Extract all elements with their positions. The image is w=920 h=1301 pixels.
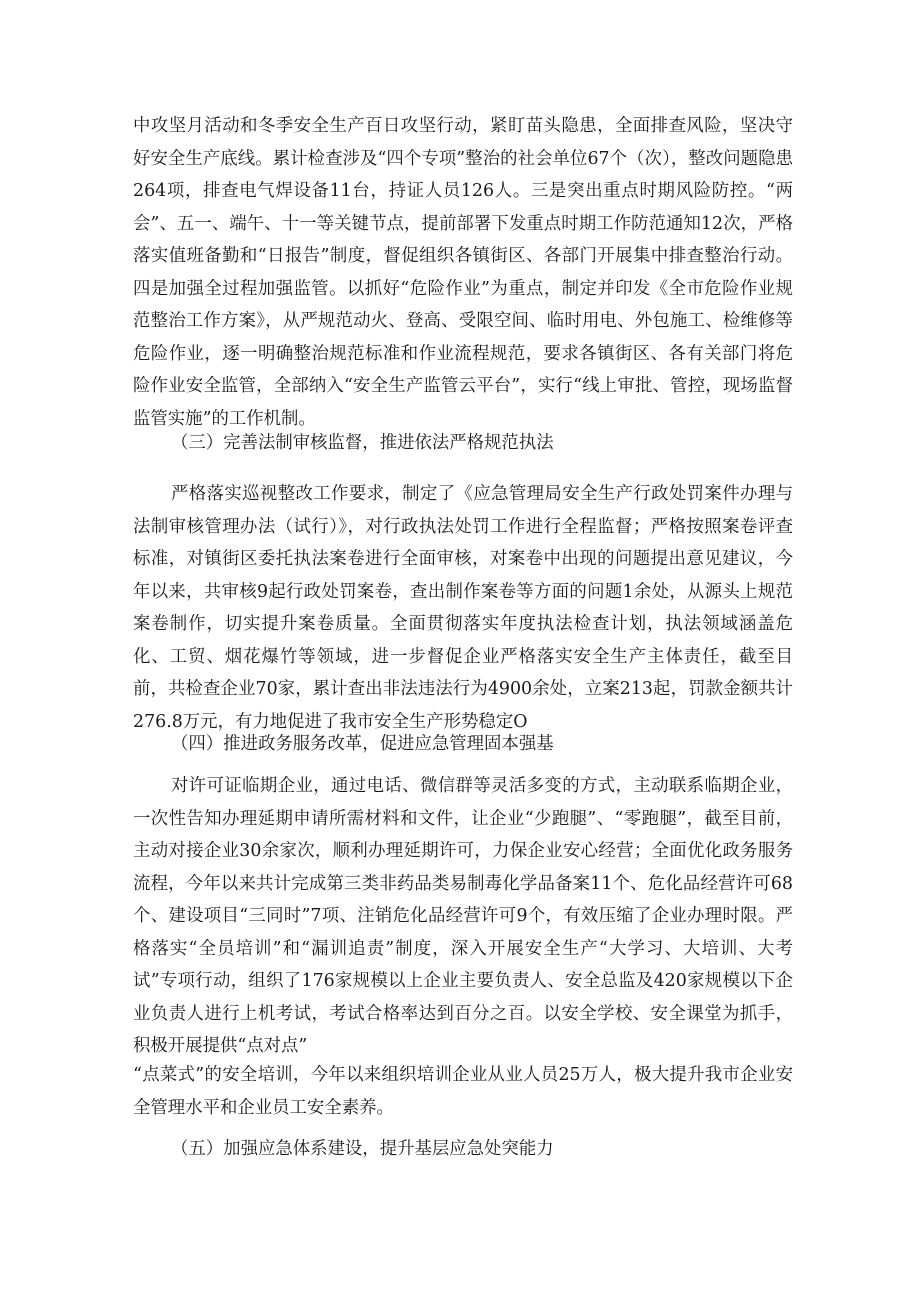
paragraph-government-services: 对许可证临期企业，通过电话、微信群等灵活多变的方式，主动联系临期企业，一次性告知办理延期申请所需材料和文件，让企业“少跑腿”、“零跑腿”，截至目前，主动对接企业30余家次，顺利办理延期许可，力保企业安心经营；全面优化政务服务流程，今年以来共计完成第三类非药品类易制毒化学品备案11个、危化品经营许可68个、建设项目“三同时”7项、注销危化品经营许可9个，有效压缩了企业办理时限。严格落实“全员培训”和“漏训追责”制度，深入开展安全生产“大学习、大培训、大考试”专项行动，组织了176家规模以上企业主要负责人、安全总监及420家规模以下企业负责人进行上机考试，考试合格率达到百分之百。以安全学校、安全课堂为抓手，积极开展提供“点对点” (133, 776, 793, 1056)
section-heading-5: （五）加强应急体系建设，提升基层应急处突能力 (171, 1139, 554, 1159)
section-heading-3: （三）完善法制审核监督，推进依法严格规范执法 (171, 433, 554, 453)
paragraph-training: “点菜式”的安全培训，今年以来组织培训企业从业人员25万人，极大提升我市企业安全管理水平和企业员工安全素养。 (133, 1065, 793, 1118)
section-heading-4: （四）推进政务服务改革，促进应急管理固本强基 (171, 734, 554, 754)
paragraph-legal-review: 严格落实巡视整改工作要求，制定了《应急管理局安全生产行政处罚案件办理与法制审核管理办法（试行）》，对行政执法处罚工作进行全程监督；严格按照案卷评查标准，对镇街区委托执法案卷进行全面审核，对案卷中出现的问题提出意见建议，今年以来，共审核9起行政处罚案卷，查出制作案卷等方面的问题1余处，从源头上规范案卷制作，切实提升案卷质量。全面贯彻落实年度执法检查计划，执法领域涵盖危化、工贸、烟花爆竹等领域，进一步督促企业严格落实安全生产主体责任，截至目前，共检查企业70家，累计查出非法违法行为4900余处，立案213起，罚款金额共计276.8万元，有力地促进了我市安全生产形势稳定O (133, 484, 793, 732)
paragraph-risk-control: 中攻坚月活动和冬季安全生产百日攻坚行动，紧盯苗头隐患，全面排查风险，坚决守好安全生产底线。累计检查涉及“四个专项”整治的社会单位67个（次），整改问题隐患264项，排查电气焊设备11台，持证人员126人。三是突出重点时期风险防控。“两会”、五一、端午、十一等关键节点，提前部署下发重点时期工作防范通知12次，严格落实值班备勤和“日报告”制度，督促组织各镇街区、各部门开展集中排查整治行动。四是加强全过程加强监管。以抓好“危险作业”为重点，制定并印发《全市危险作业规范整治工作方案》，从严规范动火、登高、受限空间、临时用电、外包施工、检维修等危险作业，逐一明确整治规范标准和作业流程规范，要求各镇街区、各有关部门将危险作业安全监管，全部纳入“安全生产监管云平台”，实行“线上审批、管控，现场监督监管实施”的工作机制。 (133, 116, 793, 429)
